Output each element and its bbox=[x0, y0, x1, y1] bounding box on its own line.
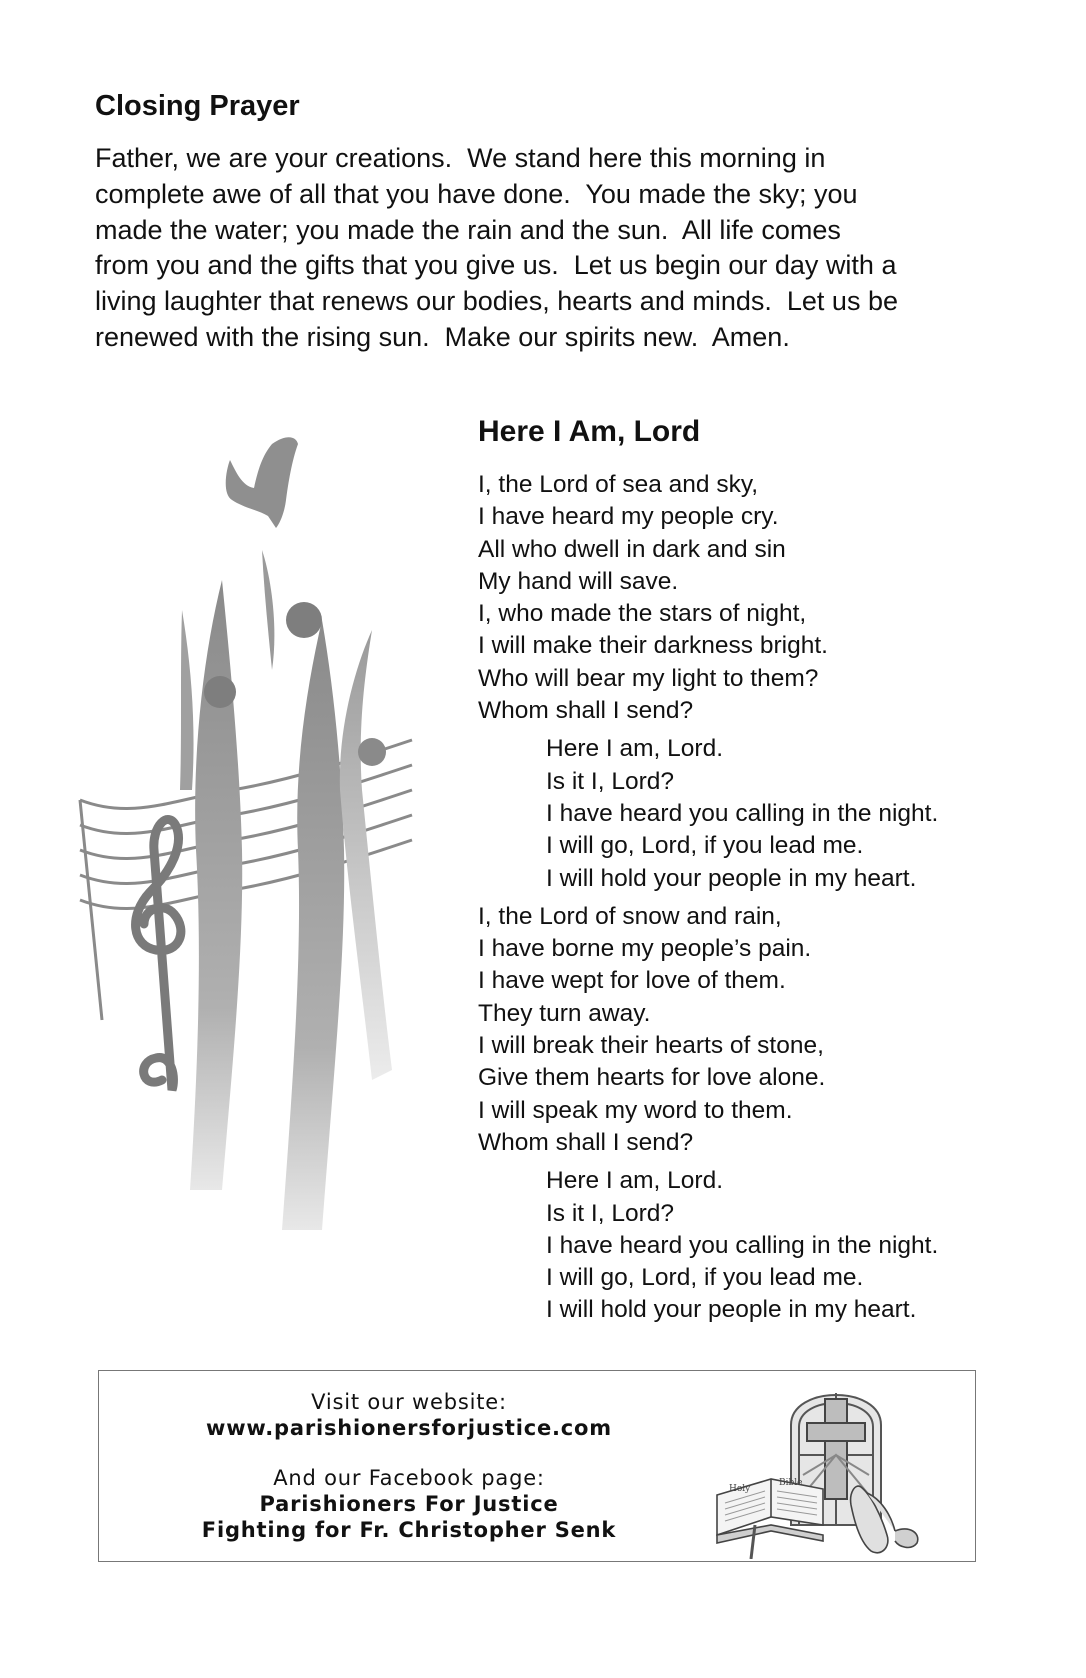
lyric-line: Here I am, Lord. bbox=[546, 1167, 724, 1195]
lyric-line: Who will bear my light to them? bbox=[478, 664, 819, 692]
lyric-line: Is it I, Lord? bbox=[546, 1199, 675, 1227]
hymn-lyrics bbox=[478, 469, 1038, 1333]
lyric-line: I have borne my people’s pain. bbox=[478, 935, 812, 963]
lyric-line: I, the Lord of snow and rain, bbox=[478, 902, 782, 930]
praying-hands-icon bbox=[851, 1486, 918, 1553]
lyric-line: They turn away. bbox=[478, 999, 651, 1027]
lyric-line: I, the Lord of sea and sky, bbox=[478, 471, 759, 498]
lyric-line: I, who made the stars of night, bbox=[478, 600, 807, 628]
lyric-line: I will break their hearts of stone, bbox=[478, 1032, 824, 1060]
dove-icon bbox=[226, 437, 298, 528]
lyric-line: I will go, Lord, if you lead me. bbox=[546, 1264, 864, 1292]
dancing-figures-music-illustration bbox=[72, 430, 432, 1290]
hymn-verse-2 bbox=[478, 901, 1038, 1159]
bible-page-left-text: Holy bbox=[729, 1484, 751, 1494]
website-url-link[interactable]: www.parishionersforjustice.com bbox=[206, 1416, 612, 1440]
lyric-line: I have heard you calling in the night. bbox=[546, 1231, 939, 1259]
promo-text bbox=[99, 1389, 719, 1543]
lyric-line: I have wept for love of them. bbox=[478, 967, 786, 995]
church-bible-praying-hands-illustration bbox=[711, 1375, 973, 1559]
hymn-refrain-2 bbox=[478, 1165, 1038, 1326]
prayer-line: renewed with the rising sun. Make our spirits new. Amen. bbox=[95, 321, 790, 352]
lyric-line: I have heard you calling in the night. bbox=[546, 799, 939, 827]
lyric-line: Is it I, Lord? bbox=[546, 767, 675, 795]
lyric-line: Give them hearts for love alone. bbox=[478, 1064, 826, 1092]
lyric-line: Whom shall I send? bbox=[478, 697, 694, 725]
website-promo-box bbox=[98, 1370, 976, 1562]
lyric-line: Here I am, Lord. bbox=[546, 735, 724, 763]
bible-icon bbox=[717, 1478, 823, 1559]
facebook-tagline: Fighting for Fr. Christopher Senk bbox=[201, 1518, 617, 1542]
lyric-line: I will speak my word to them. bbox=[478, 1096, 793, 1124]
prayer-line: Father, we are your creations. We stand here this morning in bbox=[95, 143, 826, 173]
facebook-intro: And our Facebook page: bbox=[273, 1466, 545, 1490]
lyric-line: I will go, Lord, if you lead me. bbox=[546, 832, 864, 860]
bible-page-right-text: Bible bbox=[779, 1478, 803, 1488]
prayer-line: living laughter that renews our bodies, hearts and minds. Let us be bbox=[95, 286, 898, 317]
hymn-refrain-1 bbox=[478, 733, 1038, 894]
prayer-line: complete awe of all that you have done. You made the sky; you bbox=[95, 178, 858, 209]
lyric-line: I will hold your people in my heart. bbox=[546, 1296, 917, 1324]
lyric-line: I have heard my people cry. bbox=[478, 503, 779, 531]
lyric-line: All who dwell in dark and sin bbox=[478, 535, 786, 563]
closing-prayer-body bbox=[95, 141, 1005, 356]
dancing-figures-icon bbox=[180, 550, 392, 1230]
lyric-line: My hand will save. bbox=[478, 567, 679, 595]
prayer-line: from you and the gifts that you give us. Let us begin our day with a bbox=[95, 250, 897, 281]
treble-clef-icon bbox=[136, 820, 181, 1090]
lyric-line: I will make their darkness bright. bbox=[478, 632, 828, 660]
closing-prayer-title: Closing Prayer bbox=[95, 90, 300, 122]
website-intro: Visit our website: bbox=[311, 1390, 507, 1414]
hymn-title: Here I Am, Lord bbox=[478, 415, 701, 448]
facebook-page-name[interactable]: Parishioners For Justice bbox=[259, 1492, 559, 1516]
hymn-verse-1 bbox=[478, 469, 1038, 727]
lyric-line: I will hold your people in my heart. bbox=[546, 864, 917, 892]
lyric-line: Whom shall I send? bbox=[478, 1128, 694, 1156]
prayer-line: made the water; you made the rain and the sun. All life comes bbox=[95, 214, 841, 245]
